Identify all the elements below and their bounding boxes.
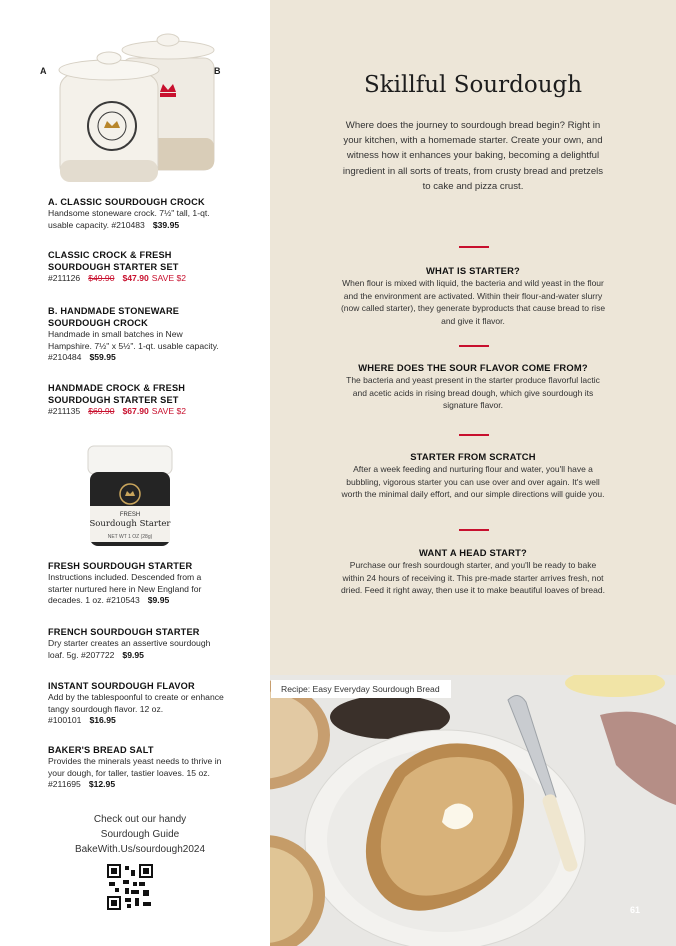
- sourdough-toast-image: [270, 675, 676, 946]
- product-price: $9.95: [147, 595, 170, 605]
- product-title: BAKER'S BREAD SALT: [48, 745, 154, 755]
- product-was-price: $49.90: [88, 273, 115, 283]
- section-heading: WHERE DOES THE SOUR FLAVOR COME FROM?: [358, 362, 588, 373]
- product-title: INSTANT SOURDOUGH FLAVOR: [48, 681, 195, 691]
- section-heading: WHAT IS STARTER?: [426, 265, 520, 276]
- product-price: $59.95: [89, 352, 116, 362]
- crock-label-b: B: [214, 66, 221, 76]
- product-fresh-starter: [48, 560, 228, 607]
- product-instant-flavor: [48, 680, 228, 727]
- product-title: B. HANDMADE STONEWARE SOURDOUGH CROCK: [48, 306, 180, 328]
- product-price: $12.95: [88, 779, 116, 789]
- product-handmade-set: [48, 382, 228, 418]
- product-classic-crock: [48, 196, 228, 231]
- intro-paragraph: Where does the journey to sourdough bread begin? Right in your kitchen, with a homemade starter. Create your own, and witness how it enhances your baking, becoming a delightful ingredient in all sorts of treats, from crusty bread and pretzels to cake and pizza crust.: [342, 120, 604, 192]
- section-body: After a week feeding and nurturing flour and water, you'll have a bubbling, vigorous starter you can use over and over again. It's well worth the minimal daily effort, and our simple directions will guide you.: [341, 464, 605, 499]
- product-french-starter: [48, 626, 228, 661]
- section-divider: [459, 434, 489, 436]
- jar-name-label: Sourdough Starter: [89, 519, 171, 529]
- product-desc: #211126: [48, 273, 81, 283]
- crock-photo: [40, 30, 230, 190]
- product-title: A. CLASSIC SOURDOUGH CROCK: [48, 197, 205, 207]
- section-divider: [459, 345, 489, 347]
- product-desc: Handmade in small batches in New Hampshire. 7½" x 5½". 1-qt. usable capacity. #210484: [48, 329, 219, 362]
- section-divider: [459, 246, 489, 248]
- bread-photo: [270, 675, 676, 946]
- guide-link[interactable]: BakeWith.Us/sourdough2024: [74, 844, 206, 855]
- product-column: [0, 0, 270, 946]
- product-desc: Provides the minerals yeast needs to thrive in your dough, for taller, tastier loaves. 15 oz. #211695: [48, 756, 222, 789]
- product-desc: Add by the tablespoonful to create or enhance tangy sourdough flavor. 12 oz. #100101: [48, 692, 224, 725]
- product-sale-price: $67.90: [122, 406, 149, 416]
- product-bread-salt: [48, 744, 228, 791]
- jar-fresh-label: FRESH: [119, 512, 141, 518]
- section-heading: WANT A HEAD START?: [419, 547, 527, 558]
- page-number: 61: [630, 905, 641, 915]
- product-sale-price: $47.90: [122, 273, 149, 283]
- section-heading: STARTER FROM SCRATCH: [410, 451, 536, 462]
- product-save: SAVE $2: [151, 273, 187, 283]
- product-handmade-crock: [48, 305, 228, 364]
- product-title: HANDMADE CROCK & FRESH SOURDOUGH STARTER SET: [48, 383, 186, 405]
- product-title: CLASSIC CROCK & FRESH SOURDOUGH STARTER SET: [48, 250, 179, 272]
- guide-line-2: Sourdough Guide: [100, 829, 180, 840]
- product-price: $9.95: [122, 649, 144, 660]
- product-title: FRESH SOURDOUGH STARTER: [48, 561, 193, 571]
- section-body: Purchase our fresh sourdough starter, and you'll be ready to bake within 24 hours of receiving it. This pre-made starter arrives fresh, not dried. Feed it right away, then use it to make beautiful loaves of bread.: [341, 560, 605, 595]
- product-save: SAVE $2: [151, 406, 187, 416]
- jar-net-label: NET WT 1 OZ (28g): [107, 534, 153, 540]
- qr-code[interactable]: [107, 864, 153, 910]
- product-desc: Handsome stoneware crock. 7½" tall, 1-qt. usable capacity. #210483: [48, 208, 210, 230]
- page-title: Skillful Sourdough: [363, 72, 583, 98]
- product-was-price: $69.90: [88, 406, 115, 416]
- recipe-caption[interactable]: Recipe: Easy Everyday Sourdough Bread: [271, 680, 451, 698]
- product-desc: Instructions included. Descended from a starter nurtured here in New England for decades. 1 oz. #210543: [48, 572, 202, 605]
- product-desc: #211135: [48, 406, 81, 416]
- section-divider: [459, 529, 489, 531]
- sourdough-guide-callout: [60, 812, 220, 857]
- product-title: FRENCH SOURDOUGH STARTER: [48, 627, 200, 637]
- crocks-image: [40, 30, 230, 190]
- product-price: $16.95: [89, 715, 116, 725]
- section-body: When flour is mixed with liquid, the bacteria and wild yeast in the flour and the environment are activated. Within their flour-and-water slurry (now called starter), they generate byproducts that cause bread to rise and give it flavor.: [340, 278, 606, 326]
- starter-jar-photo: [80, 442, 180, 552]
- product-classic-set: [48, 249, 228, 285]
- crock-label-a: A: [40, 66, 47, 76]
- section-body: The bacteria and yeast present in the starter produce flavorful lactic and acetic acids in rising bread dough, which give sourdough its signature flavor.: [346, 375, 600, 410]
- guide-line-1: Check out our handy: [93, 814, 187, 825]
- product-price: $39.95: [152, 219, 180, 230]
- product-desc: Dry starter creates an assertive sourdough loaf. 5g. #207722: [48, 638, 211, 660]
